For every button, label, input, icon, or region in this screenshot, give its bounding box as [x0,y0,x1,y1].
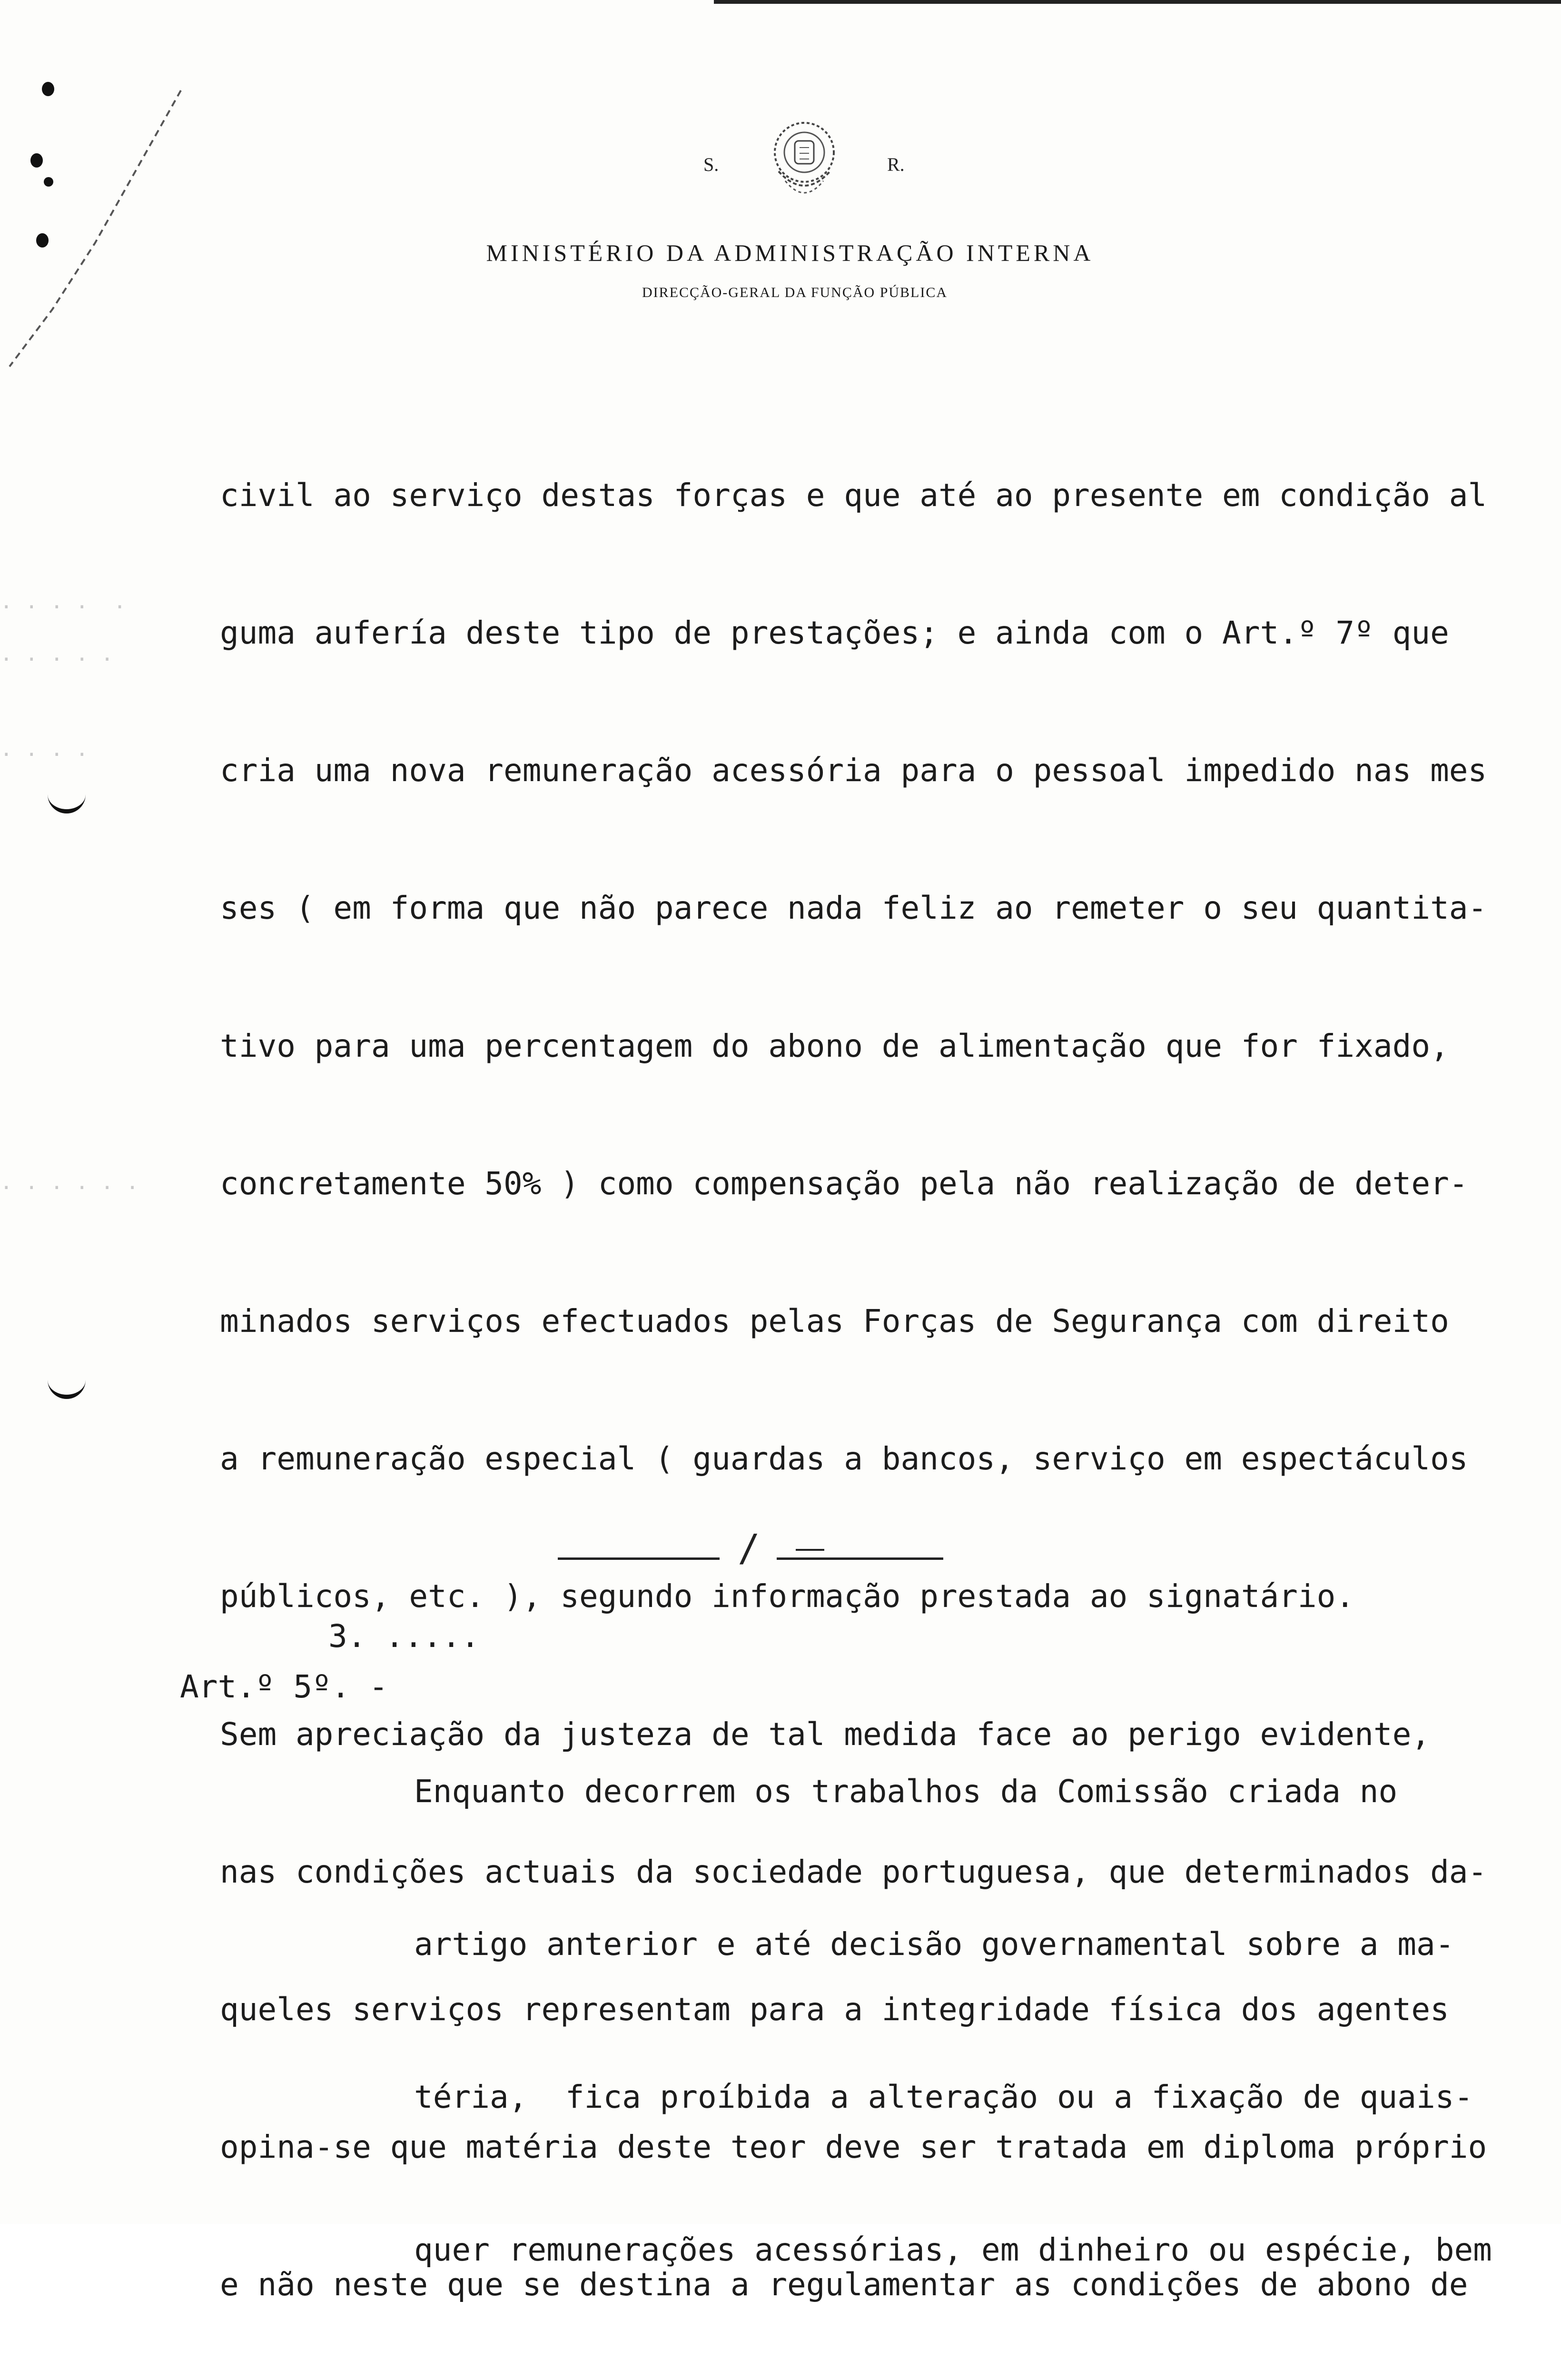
text-line: e não neste que se destina a regulamentar as condições de abono de [220,2266,1468,2303]
separator-line-left [558,1557,720,1560]
separator-slash: / [738,1527,760,1570]
separator-tick [796,1549,824,1551]
text-line: queles serviços representam para a integridade física dos agentes [220,1991,1449,2028]
section-separator [558,1527,948,1580]
article-label: Art.º 5º. - [180,1668,388,1705]
letterhead [0,105,1561,314]
text-line: tivo para uma percentagem do abono de alimentação que for fixado, [220,1027,1449,1064]
letterhead-s: S. [703,154,719,175]
margin-ink-mark [48,790,86,813]
bleed-through-text: · · · · [0,743,89,767]
top-border-line [714,0,1561,4]
bleed-through-text: · · · · · · [0,1176,139,1200]
article-line: Enquanto decorrem os trabalhos da Comissão criada no [414,1773,1398,1810]
article-line [414,2377,1556,2380]
text-line: minados serviços efectuados pelas Forças de Segurança com direito [220,1303,1449,1340]
punch-hole-mark [42,82,54,96]
article-text [414,1664,1556,2380]
text-line: concretamente 50% ) como compensação pela não realização de deter- [220,1165,1468,1202]
text-line: cria uma nova remuneração acessória para o pessoal impedido nas mes [220,752,1487,789]
separator-line-right [777,1557,943,1560]
article-line: quer remunerações acessórias, em dinheiro ou espécie, bem [414,2231,1492,2268]
text-line: Sem apreciação da justeza de tal medida face ao perigo evidente, [220,1716,1431,1753]
article-line: téria, fica proíbida a alteração ou a fixação de quais- [414,2079,1473,2115]
text-line: nas condições actuais da sociedade portuguesa, que determinados da- [220,1853,1487,1890]
margin-ink-mark [48,1376,86,1399]
coat-of-arms-icon [752,109,857,214]
text-line: a remuneração especial ( guardas a bancos, serviço em espectáculos [220,1440,1468,1478]
text-line: guma aufería deste tipo de prestações; e ainda com o Art.º 7º que [220,615,1449,652]
text-line: públicos, etc. ), segundo informação prestada ao signatário. [220,1578,1355,1615]
article-line: artigo anterior e até decisão governamental sobre a ma- [414,1926,1454,1963]
section-ellipsis: 3. ..... [328,1618,480,1655]
directorate-subtitle: DIRECÇÃO-GERAL DA FUNÇÃO PÚBLICA [642,285,948,300]
text-line: civil ao serviço destas forças e que até ao presente em condição al [220,476,1487,514]
text-line: ses ( em forma que não parece nada feliz ao remeter o seu quantita- [220,890,1487,927]
letterhead-r: R. [887,154,905,175]
text-line: opina-se que matéria deste teor deve ser tratada em diploma próprio [220,2129,1487,2166]
bleed-through-text: · · · · · [0,647,114,672]
ministry-title: MINISTÉRIO DA ADMINISTRAÇÃO INTERNA [486,239,1094,266]
bleed-through-text: · · · · · [0,595,126,619]
